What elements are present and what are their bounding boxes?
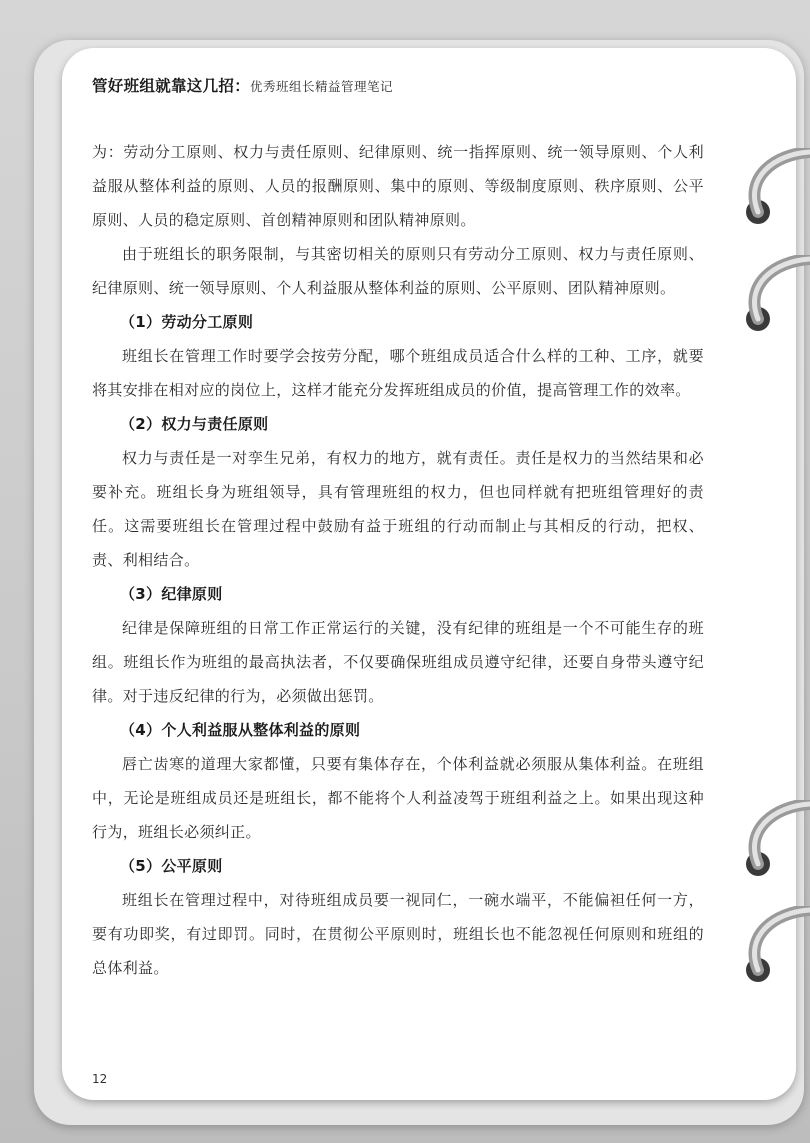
section-heading: （5）公平原则 xyxy=(120,857,223,875)
paragraph: 班组长在管理工作时要学会按劳分配，哪个班组成员适合什么样的工种、工序，就要将其安排在相对应的岗位上，这样才能充分发挥班组成员的价值，提高管理工作的效率。 xyxy=(92,347,704,399)
binder-ring-icon xyxy=(738,148,810,238)
book-subtitle: 优秀班组长精益管理笔记 xyxy=(250,79,394,94)
paragraph: 纪律是保障班组的日常工作正常运行的关键，没有纪律的班组是一个不可能生存的班组。班组长作为班组的最高执法者，不仅要确保班组成员遵守纪律，还要自身带头遵守纪律。对于违反纪律的行为，必须做出惩罚。 xyxy=(92,619,704,705)
body-text xyxy=(92,135,704,985)
binder-ring-icon xyxy=(738,906,810,996)
paragraph: 由于班组长的职务限制，与其密切相关的原则只有劳动分工原则、权力与责任原则、纪律原则、统一领导原则、个人利益服从整体利益的原则、公平原则、团队精神原则。 xyxy=(92,245,704,297)
paragraph: 班组长在管理过程中，对待班组成员要一视同仁，一碗水端平，不能偏袒任何一方，要有功即奖，有过即罚。同时，在贯彻公平原则时，班组长也不能忽视任何原则和班组的总体利益。 xyxy=(92,891,704,977)
section-heading: （4）个人利益服从整体利益的原则 xyxy=(120,721,361,739)
binder-ring-icon xyxy=(738,255,810,345)
section-heading: （1）劳动分工原则 xyxy=(120,313,254,331)
running-header xyxy=(92,74,393,96)
page-number: 12 xyxy=(92,1072,108,1086)
paragraph: 权力与责任是一对孪生兄弟，有权力的地方，就有责任。责任是权力的当然结果和必要补充。班组长身为班组领导，具有管理班组的权力，但也同样就有把班组管理好的责任。这需要班组长在管理过程中鼓励有益于班组的行动而制止与其相反的行动，把权、责、利相结合。 xyxy=(92,449,704,569)
section-heading: （2）权力与责任原则 xyxy=(120,415,269,433)
paragraph: 唇亡齿寒的道理大家都懂，只要有集体存在，个体利益就必须服从集体利益。在班组中，无论是班组成员还是班组长，都不能将个人利益凌驾于班组利益之上。如果出现这种行为，班组长必须纠正。 xyxy=(92,755,704,841)
section-heading: （3）纪律原则 xyxy=(120,585,223,603)
notebook-page xyxy=(62,48,796,1100)
book-title: 管好班组就靠这几招： xyxy=(92,77,251,95)
binder-ring-icon xyxy=(738,800,810,890)
paragraph: 为：劳动分工原则、权力与责任原则、纪律原则、统一指挥原则、统一领导原则、个人利益服从整体利益的原则、人员的报酬原则、集中的原则、等级制度原则、秩序原则、公平原则、人员的稳定原则、首创精神原则和团队精神原则。 xyxy=(92,143,704,229)
